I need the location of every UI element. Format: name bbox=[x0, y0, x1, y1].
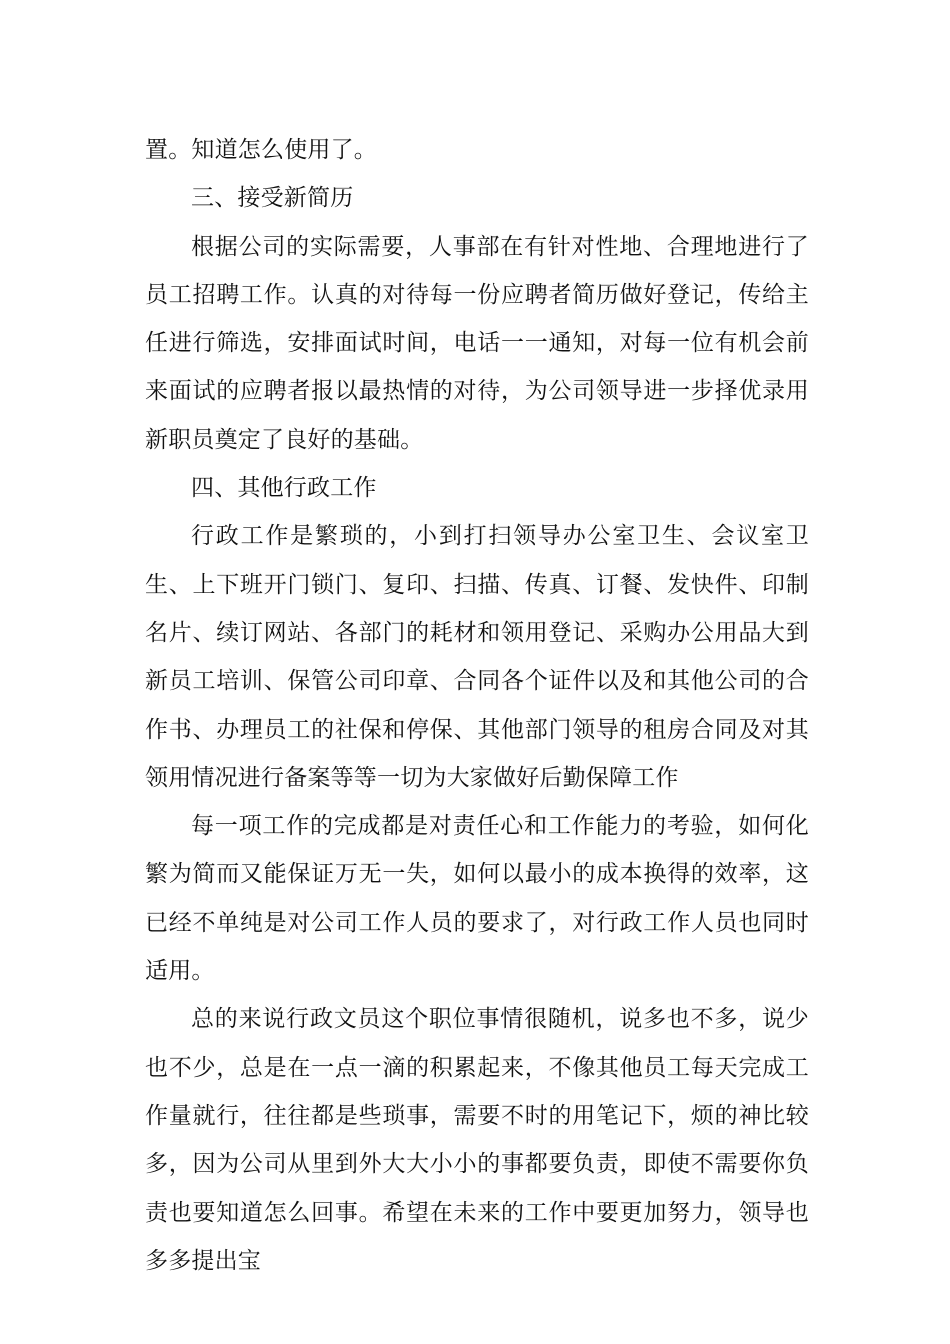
paragraph-admin-tasks: 行政工作是繁琐的，小到打扫领导办公室卫生、会议室卫生、上下班开门锁门、复印、扫描、传真、订餐、发快件、印制名片、续订网站、各部门的耗材和领用登记、采购办公用品大到新员工培训、保管公司印章、合同各个证件以及和其他公司的合作书、办理员工的社保和停保、其他部门领导的租房合同及对其领用情况进行备案等等一切为大家做好后勤保障工作 bbox=[145, 523, 809, 791]
paragraph-responsibility: 每一项工作的完成都是对责任心和工作能力的考验，如何化繁为简而又能保证万无一失，如何以最小的成本换得的效率，这已经不单纯是对公司工作人员的要求了，对行政工作人员也同时适用。 bbox=[145, 813, 809, 985]
paragraph-summary: 总的来说行政文员这个职位事情很随机，说多也不多，说少也不少，总是在一点一滴的积累起来，不像其他员工每天完成工作量就行，往往都是些琐事，需要不时的用笔记下，烦的神比较多，因为公司从里到外大大小小的事都要负责，即使不需要你负责也要知道怎么回事。希望在未来的工作中要更加努力，领导也多多提出宝 bbox=[145, 1006, 809, 1274]
section-heading-other-admin-work: 四、其他行政工作 bbox=[191, 475, 377, 502]
paragraph-continuation: 置。知道怎么使用了。 bbox=[145, 137, 377, 163]
paragraph-recruitment: 根据公司的实际需要，人事部在有针对性地、合理地进行了员工招聘工作。认真的对待每一份应聘者简历做好登记，传给主任进行筛选，安排面试时间，电话一一通知，对每一位有机会前来面试的应聘者报以最热情的对待，为公司领导进一步择优录用新职员奠定了良好的基础。 bbox=[145, 233, 809, 453]
document-body bbox=[145, 126, 809, 1285]
section-heading-accept-resumes: 三、接受新简历 bbox=[191, 185, 354, 212]
